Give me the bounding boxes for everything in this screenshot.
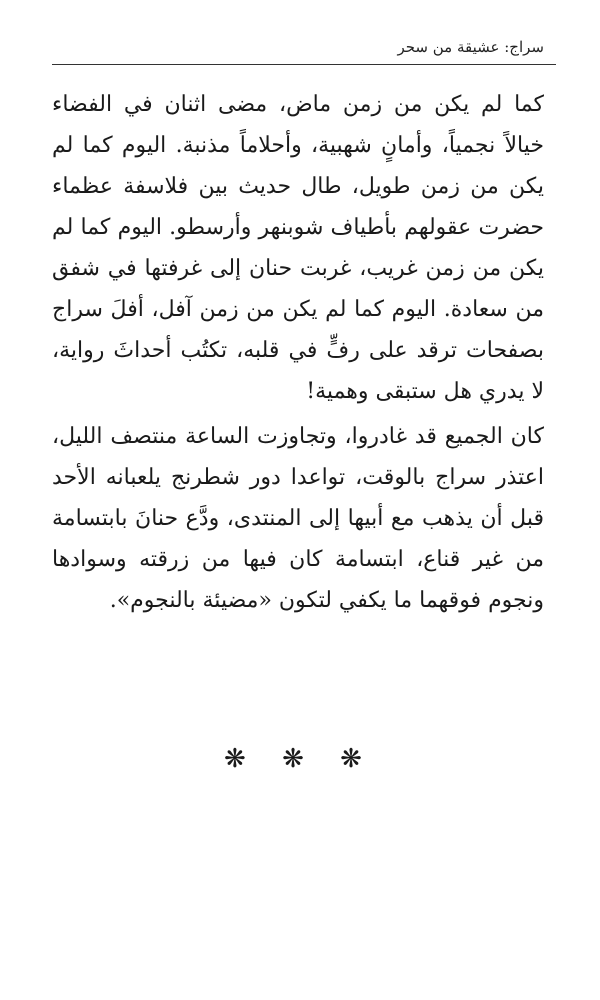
header-divider <box>52 64 556 65</box>
section-break-ornament: ❋ ❋ ❋ <box>224 744 376 774</box>
running-header: سراج: عشيقة من سحر <box>397 38 544 56</box>
paragraph: كما لم يكن من زمن ماض، مضى اثنان في الفضاء خيالاً نجمياً، وأمانٍ شهبية، وأحلاماً مذنبة. اليوم كما لم يكن من زمن طويل، طال حديث بين فلاسفة عظماء حضرت عقولهم بأطياف شوبنهر وأرسطو. اليوم كما لم يكن من زمن غريب، غربت حنان إلى غرفتها في شفق من سعادة. اليوم كما لم يكن من زمن آفل، أفلَ سراج بصفحات ترقد على رفٍّ في قلبه، تكتُب أحداثَ رواية، لا يدري هل ستبقى وهمية! <box>52 92 544 404</box>
body-text <box>52 84 544 621</box>
paragraph: كان الجميع قد غادروا، وتجاوزت الساعة منتصف الليل، اعتذر سراج بالوقت، تواعدا دور شطرنج يلعبانه الأحد قبل أن يذهب مع أبيها إلى المنتدى، ودَّع حنانَ بابتسامة من غير قناع، ابتسامة كان فيها من زرقته وسوادها ونجوم فوقهما ما يكفي لتكون «مضيئة بالنجوم». <box>52 424 544 613</box>
